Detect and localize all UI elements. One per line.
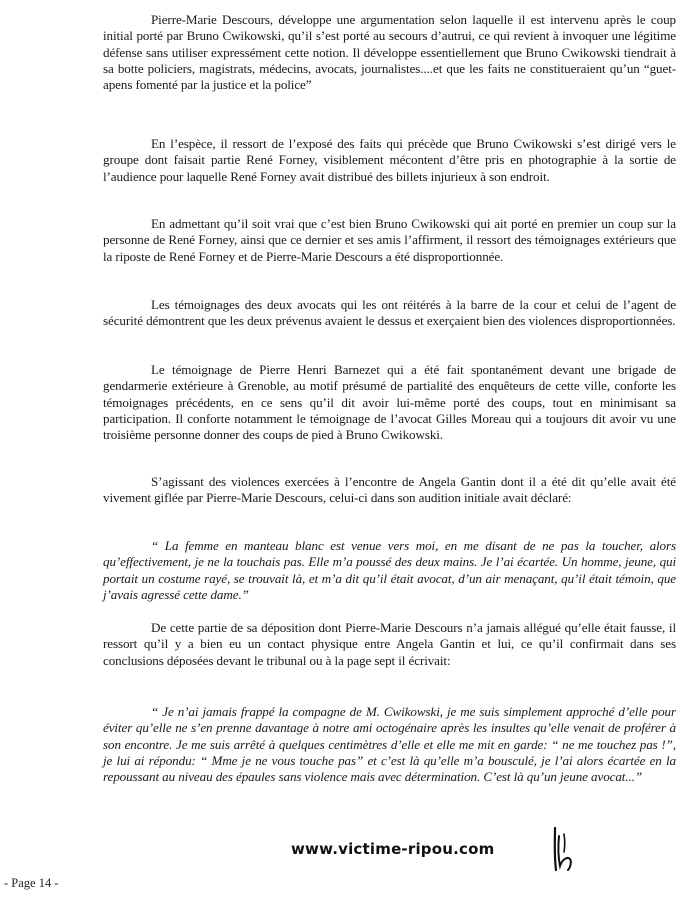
page-number: - Page 14 - bbox=[4, 876, 59, 890]
quote-audition-initiale: “ La femme en manteau blanc est venue vers moi, en me disant de ne pas la toucher, alors qu’effectivement, je ne la touchais pas. Elle m’a poussé des deux mains. Je l’ai écartée. Un homme, jeune, qui portait un costume rayé, se trouvait là, et m’a dit qu’il était avocat, d’un air menaçant, qu’il était témoin, que j’avais agressé cette dame.” bbox=[103, 538, 676, 602]
paragraph-expose-faits: En l’espèce, il ressort de l’exposé des faits qui précède que Bruno Cwikowski s’est dirigé vers le groupe dont faisait partie René Forney, visiblement mécontent d’être pris en photographie à la sortie de l’audience pour laquelle René Forney avait distribué des billets injurieux à son endroit. bbox=[103, 136, 676, 184]
handwritten-initials-icon bbox=[548, 826, 578, 872]
quote-conclusions: “ Je n’ai jamais frappé la compagne de M. Cwikowski, je me suis simplement approché d’elle pour éviter qu’elle ne s’en prenne davantage à notre ami octogénaire après les insultes qu’elle venait de proférer à son encontre. Je me suis arrêté à quelques centimètres d’elle et elle me mit en garde: “ ne me touchez pas !”, je lui ai répondu: “ Mme je ne vous touche pas” et c’est là qu’elle m’a bousculé, je l’ai alors écartée en la repoussant au niveau des épaules sans violence mais avec détermination. C’est là qu’un jeune avocat...” bbox=[103, 704, 676, 785]
paragraph-violences-gantin: S’agissant des violences exercées à l’encontre de Angela Gantin dont il a été dit qu’elle avait été vivement giflée par Pierre-Marie Descours, celui-ci dans son audition initiale avait déclaré: bbox=[103, 474, 676, 506]
paragraph-contact-physique: De cette partie de sa déposition dont Pierre-Marie Descours n’a jamais allégué qu’elle était fausse, il ressort qu’il y a bien eu un contact physique entre Angela Gantin et lui, ce qu’il confirmait dans ses conclusions déposées devant le tribunal ou à la page sept il écrivait: bbox=[103, 620, 676, 668]
paragraph-temoignages-avocats: Les témoignages des deux avocats qui les ont réitérés à la barre de la cour et celui de l’agent de sécurité démontrent que les deux prévenus avaient le dessus et exerçaient bien des violences disproportionnées. bbox=[103, 297, 676, 329]
website-watermark: www.victime-ripou.com bbox=[291, 840, 495, 858]
paragraph-descours-argument: Pierre-Marie Descours, développe une argumentation selon laquelle il est intervenu après le coup initial porté par Bruno Cwikowski, qu’il s’est porté au secours d’autrui, ce qui revient à invoquer une légitime défense sans utiliser expressément cette notion. Il développe essentiellement que Bruno Cwikowski tiendrait à sa botte policiers, magistrats, médecins, avocats, journalistes....et que les faits ne constitueraient qu’un “guet-apens fomenté par la justice et la police” bbox=[103, 12, 676, 93]
paragraph-riposte-disproportionnee: En admettant qu’il soit vrai que c’est bien Bruno Cwikowski qui ait porté en premier un coup sur la personne de René Forney, ainsi que ce dernier et ses amis l’affirment, il ressort des témoignages extérieurs que la riposte de René Forney et de Pierre-Marie Descours a été disproportionnée. bbox=[103, 216, 676, 264]
paragraph-temoignage-barnezet: Le témoignage de Pierre Henri Barnezet qui a été fait spontanément devant une brigade de gendarmerie extérieure à Grenoble, au motif présumé de partialité des enquêteurs de cette ville, conforte les témoignages précédents, en ce sens qu’il dit avoir lui-même porté des coups, tout en minimisant sa participation. Il conforte notamment le témoignage de l’avocat Gilles Moreau qui a toujours dit avoir vu une troisième personne donner des coups de pied à Bruno Cwikowski. bbox=[103, 362, 676, 443]
